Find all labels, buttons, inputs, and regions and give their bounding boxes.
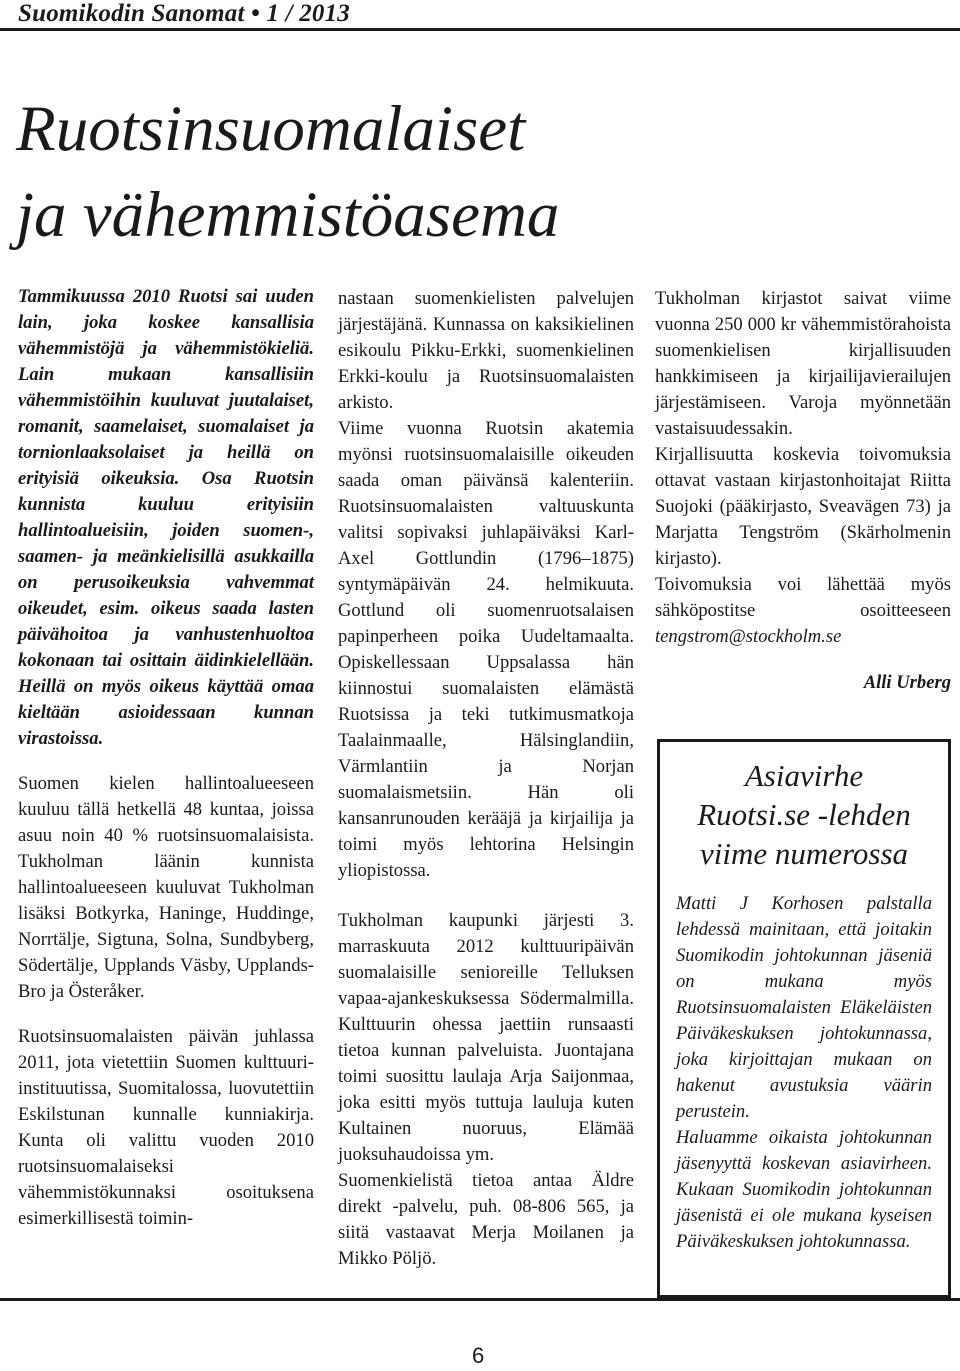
paragraph-gottlund: Viime vuonna Ruotsin akatemia myönsi ruotsinsuomalaisille oikeuden saada oman päivänsä kalenteriin. Ruotsinsuomalaisten valtuuskunta valitsi sopivaksi juhlapäiväksi Karl-Axel Gottlundin (1796–1875) syntymäpäivän 24. helmikuuta. Gottlund oli suomenruotsalaisen papinperheen poika Uudeltamaalta. Opiskellessaan Uppsalassa hän kiinnostui suomalaisten elämästä Ruotsissa ja teki tutkimusmatkoja Taalainmaalle, Hälsinglandiin, Värmlantiin ja Norjan suomalaismetsiin. Hän oli kansanrunouden kerääjä ja kirjailija ja toimi myös lehtorina Helsingin yliopistossa.: [338, 418, 634, 881]
masthead: Suomikodin Sanomat • 1 / 2013: [18, 0, 350, 27]
headline-line-1: Ruotsinsuomalaiset: [16, 93, 526, 165]
paragraph-wishes: [655, 572, 951, 650]
column-1: [18, 284, 314, 1232]
wishes-text: Toivomuksia voi lähettää myös sähköpostitse osoitteeseen: [655, 574, 951, 621]
column-2: [338, 286, 634, 1272]
lead-paragraph: Tammikuussa 2010 Ruotsi sai uuden lain, joka koskee kansallisia vähemmistöjä ja vähemmistökieliä. Lain mukaan kansallisiin vähemmistöihin kuuluvat juutalaiset, romanit, saamelaiset, suomalaiset ja tornionlaaksolaiset ja heillä on erityisiä oikeuksia. Osa Ruotsin kunnista kuuluu erityisiin hallintoalueisiin, joiden suomen-, saamen- ja meänkielisillä asukkailla on perusoikeuksia vahvemmat oikeudet, esim. oikeus saada lasten päivähoitoa ja vanhustenhuoltoa kokonaan tai osittain äidinkielellään. Heillä on myös oikeus käyttää omaa kieltään asioidessaan kunnan virastoissa.: [18, 286, 314, 749]
paragraph-libraries: Tukholman kirjastot saivat viime vuonna 250 000 kr vähemmistörahoista suomenkielisen kirjallisuuden hankkimiseen ja kirjailijavierailujen järjestämiseen. Varoja myönnetään vastaisuudessakin.: [655, 288, 951, 439]
author-signature: Alli Urberg: [863, 672, 951, 693]
headline: [16, 86, 936, 258]
page-number: 6: [472, 1343, 485, 1368]
column-3: [655, 286, 951, 696]
correction-paragraph-1: Matti J Korhosen palstalla lehdessä mainitaan, että joitakin Suomikodin johtokunnan jäseniä on mukana myös Ruotsinsuomalaisten Eläkeläisten Päiväkeskuksen johtokunnassa, joka kirjoittajan mukaan on hakenut avustuksia väärin perustein.: [676, 893, 932, 1122]
paragraph-eskilstuna: Ruotsinsuomalaisten päivän juhlassa 2011, jota vietettiin Suomen kulttuuri-instituutissa, Suomitalossa, luovutettiin Eskilstunan kunnalle kunniakirja. Kunta oli valittu vuoden 2010 ruotsinsuomalaiseksi vähemmistökunnaksi osoituksena esimerkillisestä toimin-: [18, 1026, 314, 1229]
correction-title-line-3: viime numerossa: [699, 836, 909, 871]
correction-title: [676, 756, 932, 873]
email-link[interactable]: tengstrom@stockholm.se: [655, 626, 842, 647]
headline-line-2: ja vähemmistöasema: [16, 179, 560, 251]
correction-paragraph-2: Haluamme oikaista johtokunnan jäsenyyttä koskevan asiavirheen. Kukaan Suomikodin johtokunnan jäsenistä ei ole mukana kyseisen Päiväkeskuksen johtokunnassa.: [676, 1127, 932, 1252]
bottom-rule: [0, 1298, 960, 1301]
correction-title-line-2: Ruotsi.se -lehden: [697, 797, 911, 832]
paragraph-culture-day: Tukholman kaupunki järjesti 3. marraskuuta 2012 kulttuuripäivän suomalaisille senioreille Telluksen vapaa-ajankeskuksessa Södermalmilla. Kulttuurin ohessa jaettiin runsaasti tietoa kunnan palveluista. Juontajana toimi suosittu laulaja Arja Saijonmaa, joka esitti myös tuttuja lauluja kuten Kultainen nuoruus, Elämää juoksuhaudoissa ym.: [338, 910, 634, 1165]
correction-title-line-1: Asiavirhe: [744, 758, 864, 793]
paragraph-administrative-area: Suomen kielen hallintoalueeseen kuuluu tällä hetkellä 48 kuntaa, joissa asuu noin 40 % ruotsinsuomalaisista. Tukholman läänin kunnista hallintoalueeseen kuuluvat Tukholman lisäksi Botkyrka, Haninge, Huddinge, Norrtälje, Sigtuna, Solna, Sundbyberg, Södertälje, Upplands Väsby, Upplands-Bro ja Österåker.: [18, 773, 314, 1002]
paragraph-librarians: Kirjallisuutta koskevia toivomuksia ottavat vastaan kirjastonhoitajat Riitta Suojoki (pääkirjasto, Sveavägen 73) ja Marjatta Tengström (Skärholmenin kirjasto).: [655, 444, 951, 569]
paragraph-aldre-direkt: Suomenkielistä tietoa antaa Äldre direkt -palvelu, puh. 08-806 565, ja siitä vastaavat Merja Moilanen ja Mikko Pöljö.: [338, 1170, 634, 1269]
paragraph-services: nastaan suomenkielisten palvelujen järjestäjänä. Kunnassa on kaksikielinen esikoulu Pikku-Erkki, suomenkielinen Erkki-koulu ja Ruotsinsuomalaisten arkisto.: [338, 288, 634, 413]
top-rule: [0, 28, 960, 31]
correction-box: [657, 739, 951, 1298]
